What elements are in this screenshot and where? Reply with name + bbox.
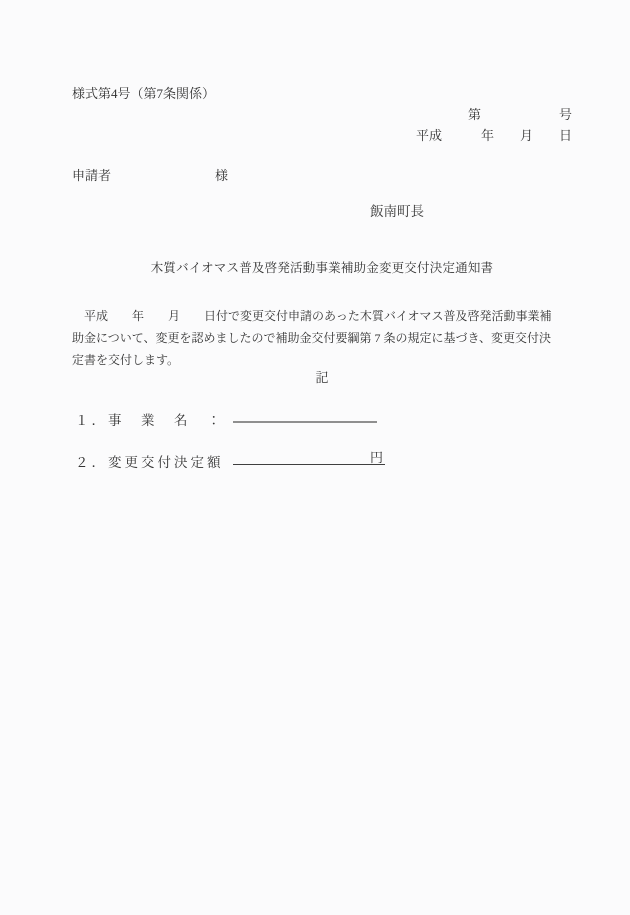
item-row-project-name <box>75 409 595 429</box>
body-paragraph <box>72 305 572 371</box>
document-number-line: 第 号 <box>467 107 572 122</box>
project-name-label: １．事 業 名 ： <box>75 413 224 428</box>
body-line-2: 助金について、変更を認めましたので補助金交付要綱第 7 条の規定に基づき、変更交付決 <box>72 331 552 345</box>
body-line-1: 平成 年 月 日付で変更交付申請のあった木質バイオマス普及啓発活動事業補 <box>72 309 552 323</box>
project-name-blank-field <box>233 421 377 423</box>
item-row-grant-amount <box>75 451 595 471</box>
document-title: 木質バイオマス普及啓発活動事業補助金変更交付決定通知書 <box>150 261 494 275</box>
grant-amount-blank-field <box>233 451 385 465</box>
applicant-line: 申請者 様 <box>72 168 229 183</box>
grant-amount-label: ２．変更交付決定額 <box>75 455 224 470</box>
date-line: 平成 年 月 日 <box>415 128 572 143</box>
form-number: 様式第4号（第7条関係） <box>72 86 216 101</box>
body-line-3: 定書を交付します。 <box>72 353 180 367</box>
yen-suffix-label: 円 <box>369 450 383 465</box>
ki-center-label: 記 <box>315 370 329 385</box>
sender-mayor-name: 飯南町長 <box>370 204 424 219</box>
